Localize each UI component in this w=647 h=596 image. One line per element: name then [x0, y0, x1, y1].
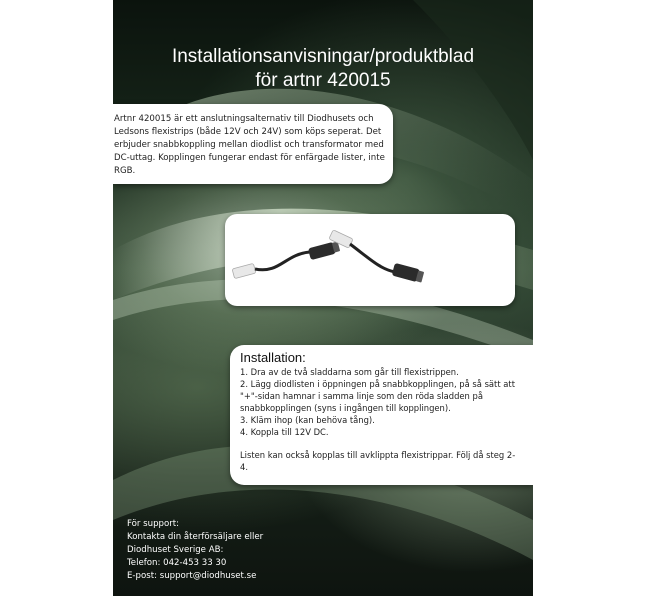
- installation-heading: Installation:: [240, 350, 306, 365]
- page-title: [113, 45, 533, 93]
- support-heading: För support:: [127, 519, 180, 529]
- installation-note: Listen kan också kopplas till avklippta flexistrippar. Följ då steg 2-4.: [240, 450, 516, 472]
- product-photo-card: [225, 214, 515, 306]
- installation-step: 2. Lägg diodlisten i öppningen på snabbkopplingen, på så sätt att "+"-sidan hamnar i samma linje som den röda sladden på snabbkopplingen (syns i ingången till kopplingen).: [240, 379, 515, 413]
- installation-step: 3. Kläm ihop (kan behöva tång).: [240, 415, 375, 425]
- left-connector: [232, 241, 340, 278]
- support-phone: Telefon: 042-453 33 30: [127, 558, 227, 568]
- support-info: [127, 518, 263, 583]
- support-email: E-post: support@diodhuset.se: [127, 571, 257, 581]
- intro-text: Artnr 420015 är ett anslutningsalternativ till Diodhusets och Ledsons flexistrips (både 12V och 24V) som köps seperat. Det erbjuder snabbkoppling mellan diodlist och transformator med DC-uttag. Kopplingen fungerar endast för enfärgade lister, inte RGB.: [114, 114, 385, 176]
- title-line-1: Installationsanvisningar/produktblad: [171, 46, 475, 67]
- support-contact-retailer: Kontakta din återförsäljare eller: [127, 532, 264, 542]
- intro-card: [113, 104, 393, 184]
- cable-connectors-image: [225, 214, 515, 306]
- document-page: [113, 0, 533, 596]
- right-connector: [329, 230, 424, 283]
- installation-step: 1. Dra av de två sladdarna som går till flexistrippen.: [240, 367, 459, 377]
- installation-card: [230, 345, 533, 485]
- installation-steps: [240, 366, 528, 438]
- installation-step: 4. Koppla till 12V DC.: [240, 427, 329, 437]
- title-line-2: för artnr 420015: [255, 70, 391, 91]
- support-company: Diodhuset Sverige AB:: [127, 545, 224, 555]
